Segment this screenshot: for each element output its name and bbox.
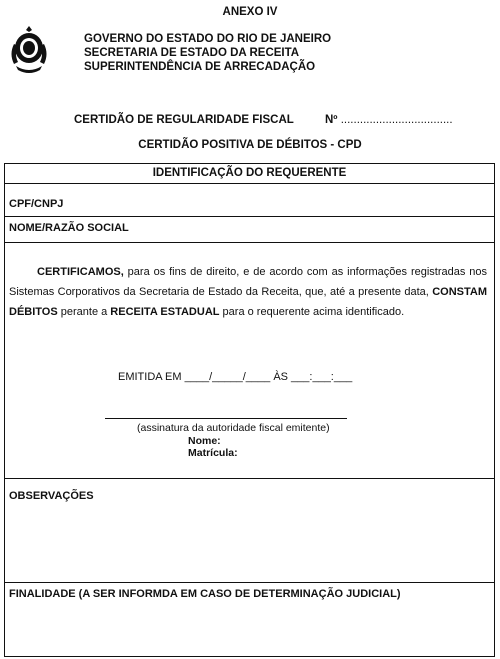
debt-status-text: CONSTAM DÉBITOS xyxy=(9,286,487,318)
issue-date-time-field[interactable]: EMITIDA EM ____/_____/____ ÀS ___:___:___ xyxy=(118,371,353,383)
observations-label: OBSERVAÇÕES xyxy=(9,490,94,502)
certification-text xyxy=(9,262,487,322)
certificate-number-label: Nº xyxy=(325,114,338,126)
certificate-number-field[interactable]: ................................... xyxy=(340,114,453,126)
signer-name-label: Nome: xyxy=(188,435,221,447)
authority-text: RECEITA ESTADUAL xyxy=(110,306,220,318)
divider xyxy=(5,216,494,217)
signature-caption: (assinatura da autoridade fiscal emitente) xyxy=(137,422,330,434)
certificate-title: CERTIDÃO DE REGULARIDADE FISCAL xyxy=(74,114,294,126)
signature-line[interactable] xyxy=(105,418,347,419)
divider xyxy=(5,242,494,243)
certificate-subtitle: CERTIDÃO POSITIVA DE DÉBITOS - CPD xyxy=(138,139,362,151)
annex-label: ANEXO IV xyxy=(222,6,278,18)
divider xyxy=(5,582,494,583)
certification-keyword: CERTIFICAMOS, xyxy=(37,266,124,278)
cpf-cnpj-label: CPF/CNPJ xyxy=(9,198,64,210)
name-label: NOME/RAZÃO SOCIAL xyxy=(9,222,129,234)
certificate-number xyxy=(325,114,453,126)
divider xyxy=(5,183,494,184)
certification-text-part: para o requerente acima identificado. xyxy=(219,306,405,318)
certification-text-part: perante a xyxy=(57,306,111,318)
purpose-label: FINALIDADE (A SER INFORMDA EM CASO DE DETERMINAÇÃO JUDICIAL) xyxy=(9,588,401,600)
signer-registration-label: Matrícula: xyxy=(188,447,238,459)
issuer-line-government: GOVERNO DO ESTADO DO RIO DE JANEIRO xyxy=(84,33,332,45)
state-coat-of-arms-icon xyxy=(8,24,50,76)
requester-identification-heading: IDENTIFICAÇÃO DO REQUERENTE xyxy=(152,167,347,179)
certification-text-part: para os fins de direito, e de acordo com as informações registradas nos Sistemas Corporativos da Secretaria de Estado da Receita, que, até a presente data, xyxy=(9,266,487,298)
issuer-line-superintendence: SUPERINTENDÊNCIA DE ARRECADAÇÃO xyxy=(84,61,316,73)
issuer-line-secretariat: SECRETARIA DE ESTADO DA RECEITA xyxy=(84,47,300,59)
divider xyxy=(5,478,494,479)
issuer-block xyxy=(84,32,331,74)
certificate-form xyxy=(4,163,495,657)
